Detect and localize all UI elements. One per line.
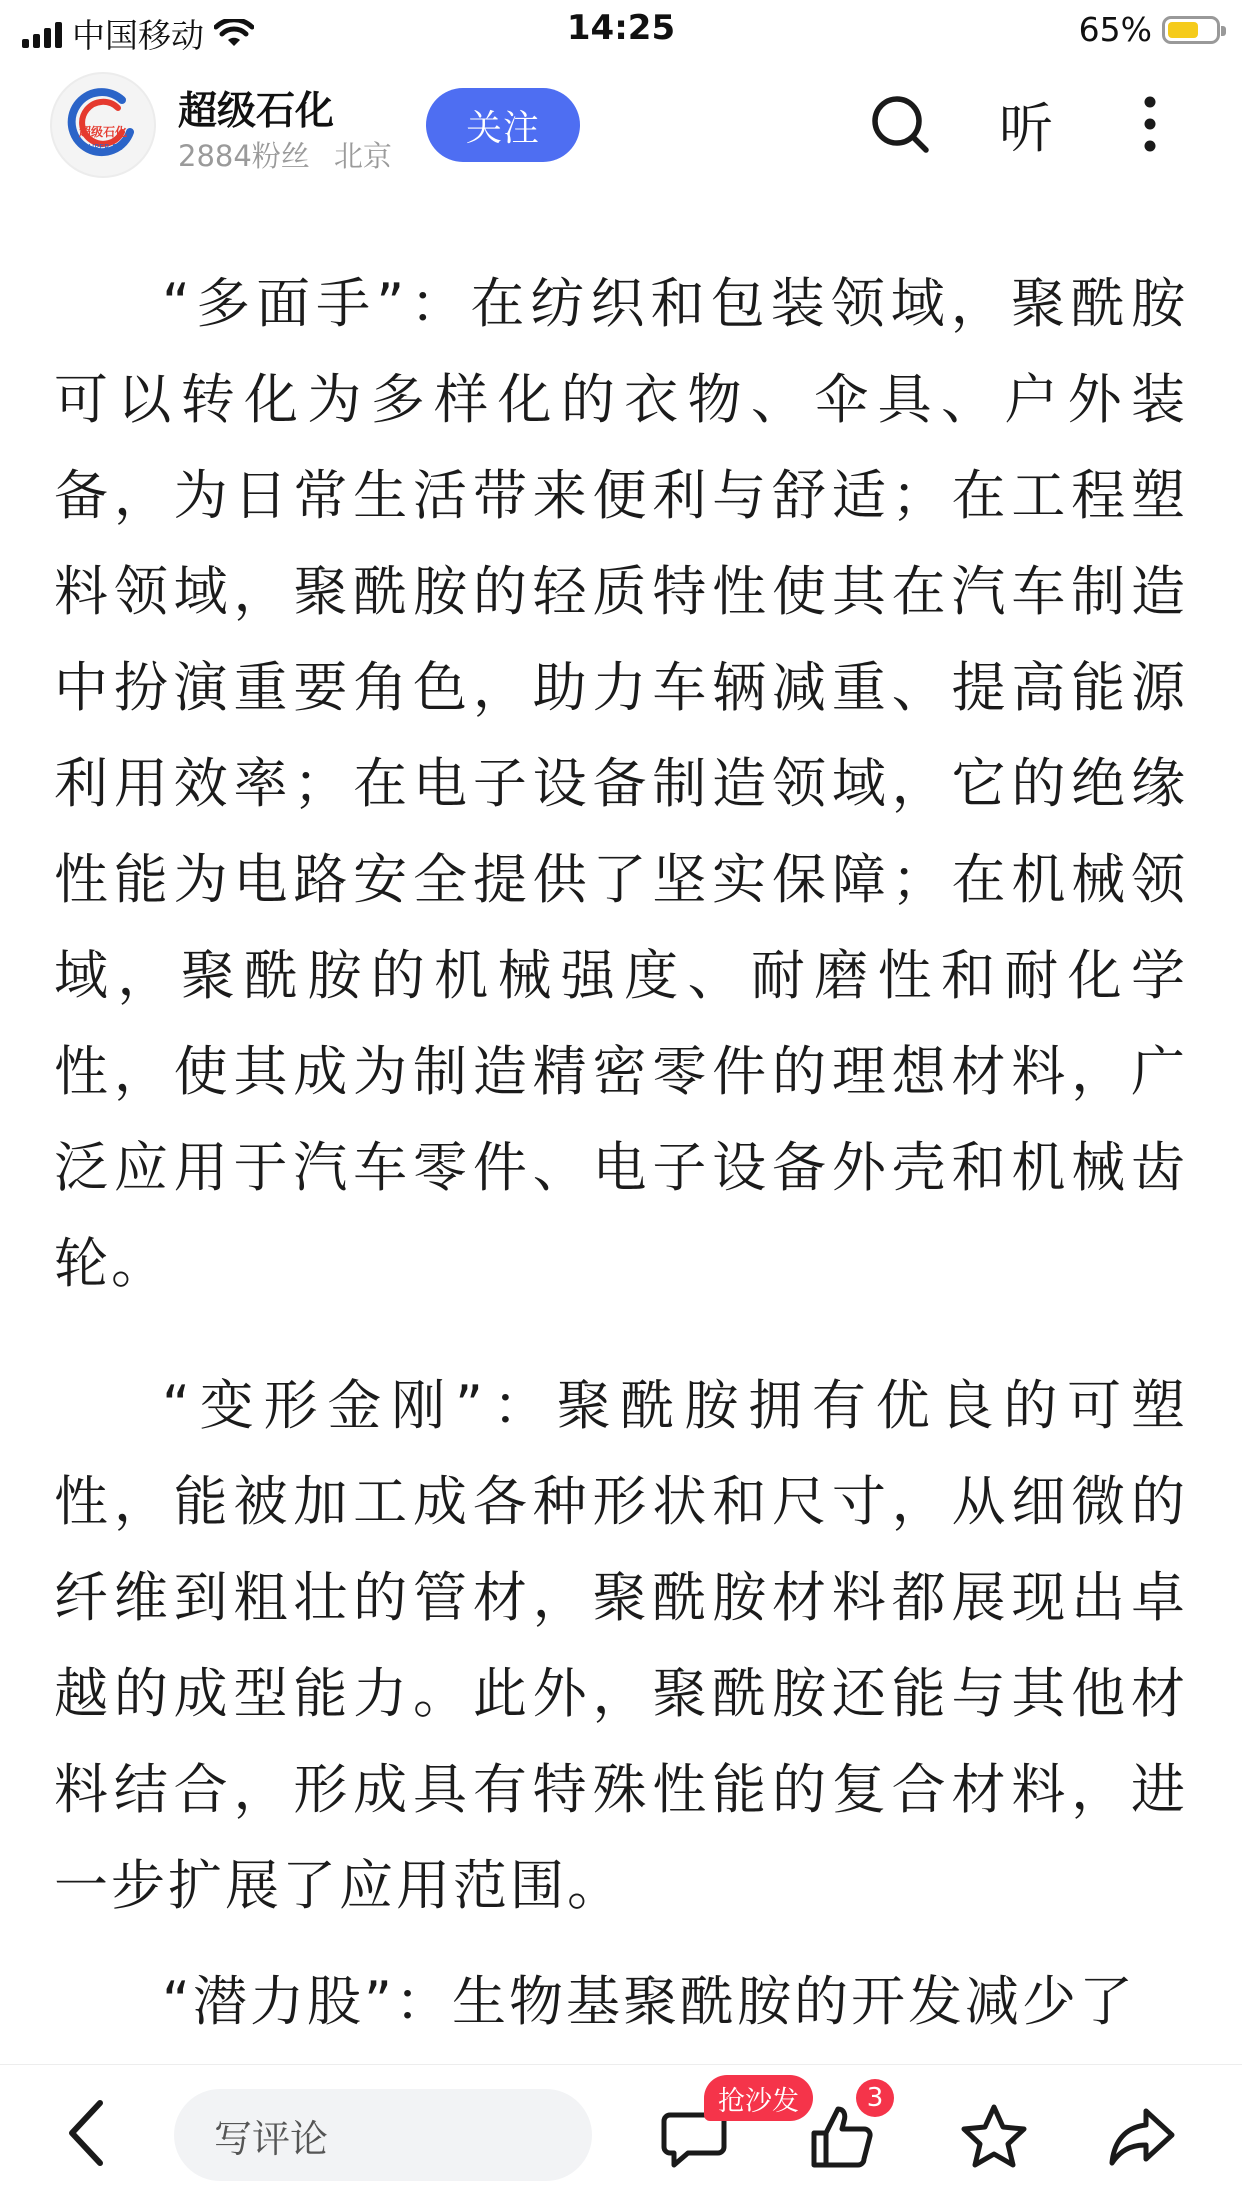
status-time: 14:25 [566,8,676,48]
back-icon [56,2097,120,2169]
battery-percentage: 65% [1078,10,1152,49]
account-logo [52,74,154,176]
article-paragraph: “潜力股”：生物基聚酰胺的开发减少了 [162,1970,1136,2033]
account-meta [178,134,392,175]
battery-level-fill [1168,22,1198,38]
comment-input[interactable]: 写评论 [174,2089,592,2181]
sofa-badge: 抢沙发 [704,2075,813,2121]
status-bar [0,0,1242,62]
article-paragraph: “多面手”：在纺织和包装领域，聚酰胺可以转化为多样化的衣物、伞具、户外装备，为日常生活带来便利与舒适；在工程塑料领域，聚酰胺的轻质特性使其在汽车制造中扮演重要角色，助力车辆减重、提高能源利用效率；在电子设备制造领域，它的绝缘性能为电路安全提供了坚实保障；在机械领域，聚酰胺的机械强度、耐磨性和耐化学性，使其成为制造精密零件的理想材料，广泛应用于汽车零件、电子设备外壳和机械齿轮。 [54,272,1188,1295]
more-button[interactable] [1114,88,1186,160]
status-right [1079,10,1220,49]
account-location: 北京 [333,139,392,173]
favorite-icon [958,2101,1030,2173]
follow-button[interactable]: 关注 [426,88,580,162]
logo-subtext: SUPER PC [83,143,123,152]
bottom-action-bar [0,2064,1242,2209]
article-header [0,62,1242,192]
search-button[interactable] [864,88,936,160]
article-body [54,256,1188,2050]
follower-count: 2884粉丝 [178,139,310,173]
share-button[interactable] [1100,2095,1184,2179]
search-icon [868,92,932,156]
account-name[interactable]: 超级石化 [178,89,335,134]
carrier-name: 中国移动 [72,16,204,55]
listen-button[interactable]: 听 [999,96,1053,160]
battery-icon [1162,16,1220,44]
share-icon [1106,2101,1178,2173]
logo-text: 超级石化 [78,125,128,139]
avatar[interactable] [50,72,156,178]
favorite-button[interactable] [952,2095,1036,2179]
back-button[interactable] [56,2097,120,2169]
article-paragraph: “变形金刚”：聚酰胺拥有优良的可塑性，能被加工成各种形状和尺寸，从细微的纤维到粗壮的管材，聚酰胺材料都展现出卓越的成型能力。此外，聚酰胺还能与其他材料结合，形成具有特殊性能的复合材料，进一步扩展了应用范围。 [54,1374,1188,1917]
like-count-badge: 3 [856,2079,894,2117]
more-icon [1140,92,1160,156]
